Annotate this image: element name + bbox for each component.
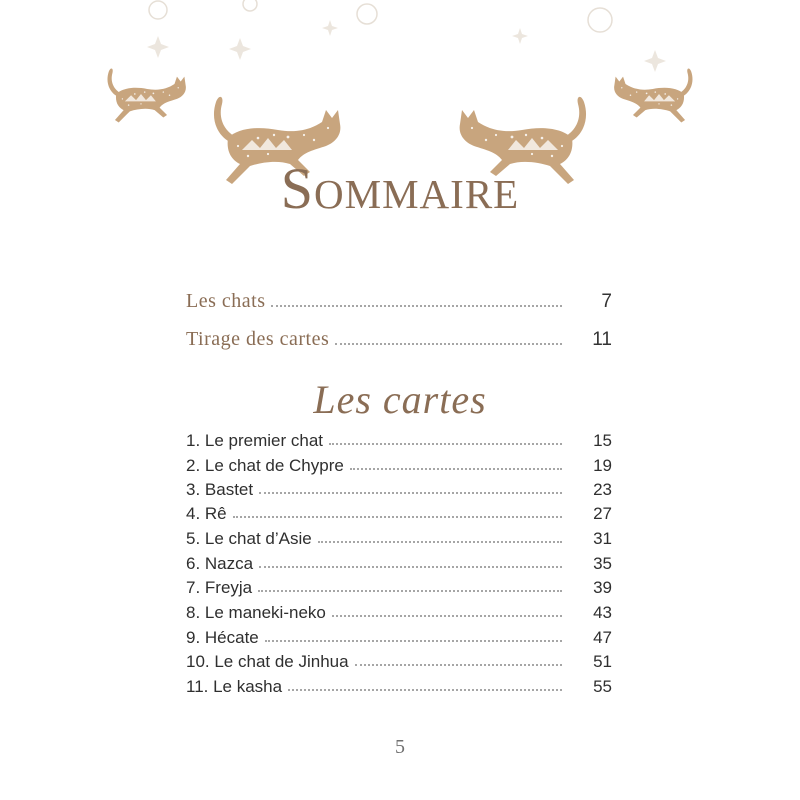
dot-leader [233, 516, 562, 518]
toc-page-number: 19 [593, 456, 612, 475]
toc-card-label: 4. Rê [186, 504, 227, 523]
toc-section-row[interactable] [186, 325, 612, 351]
dot-leader [288, 689, 562, 691]
toc-card-row[interactable] [186, 450, 612, 476]
dot-leader [258, 590, 562, 592]
toc-card-row[interactable] [186, 523, 612, 549]
toc-card-row[interactable] [186, 498, 612, 524]
toc-card-row[interactable] [186, 597, 612, 623]
toc-card-label: 2. Le chat de Chypre [186, 456, 344, 475]
toc-card-label: 6. Nazca [186, 554, 254, 573]
toc-card-label: 3. Bastet [186, 480, 254, 499]
cards-section-title: Les cartes [313, 377, 487, 422]
toc-section-label: Les chats [186, 290, 266, 312]
toc-card-label: 11. Le kasha [186, 677, 283, 696]
dot-leader [355, 664, 562, 666]
toc-card-row[interactable] [186, 425, 612, 451]
toc-card-label: 7. Freyja [186, 578, 253, 597]
toc-card-row[interactable] [186, 572, 612, 598]
toc-page-number: 55 [593, 677, 612, 696]
toc-section-row[interactable] [186, 287, 612, 313]
toc-page-number: 7 [601, 291, 612, 312]
dot-leader [335, 343, 562, 345]
toc-page-number: 15 [593, 431, 612, 450]
dot-leader [259, 566, 562, 568]
dot-leader [259, 492, 562, 494]
dot-leader [329, 443, 562, 445]
toc-card-label: 9. Hécate [186, 628, 259, 647]
dot-leader [265, 640, 562, 642]
page-title: Sommaire [280, 156, 520, 221]
dot-leader [318, 541, 562, 543]
toc-card-label: 10. Le chat de Jinhua [186, 652, 349, 671]
toc-section-label: Tirage des cartes [186, 328, 330, 350]
toc-page-number: 39 [593, 578, 612, 597]
toc-card-row[interactable] [186, 646, 612, 672]
toc-card-row[interactable] [186, 548, 612, 574]
toc-page-number: 35 [593, 554, 612, 573]
toc-card-label: 1. Le premier chat [186, 431, 324, 450]
toc-page-number: 43 [593, 603, 612, 622]
toc-page-number: 11 [592, 329, 612, 350]
dot-leader [332, 615, 562, 617]
toc-card-row[interactable] [186, 671, 612, 697]
toc-page-number: 27 [593, 504, 612, 523]
dot-leader [350, 468, 562, 470]
toc-page-number: 23 [593, 480, 612, 499]
toc-card-label: 8. Le maneki-neko [186, 603, 326, 622]
toc-card-label: 5. Le chat d’Asie [186, 529, 312, 548]
toc-card-row[interactable] [186, 622, 612, 648]
toc-page-number: 31 [593, 529, 612, 548]
toc-card-row[interactable] [186, 474, 612, 500]
toc-page-number: 47 [593, 628, 612, 647]
dot-leader [271, 305, 562, 307]
footer-page-number: 5 [395, 736, 405, 758]
toc-page-number: 51 [593, 652, 612, 671]
